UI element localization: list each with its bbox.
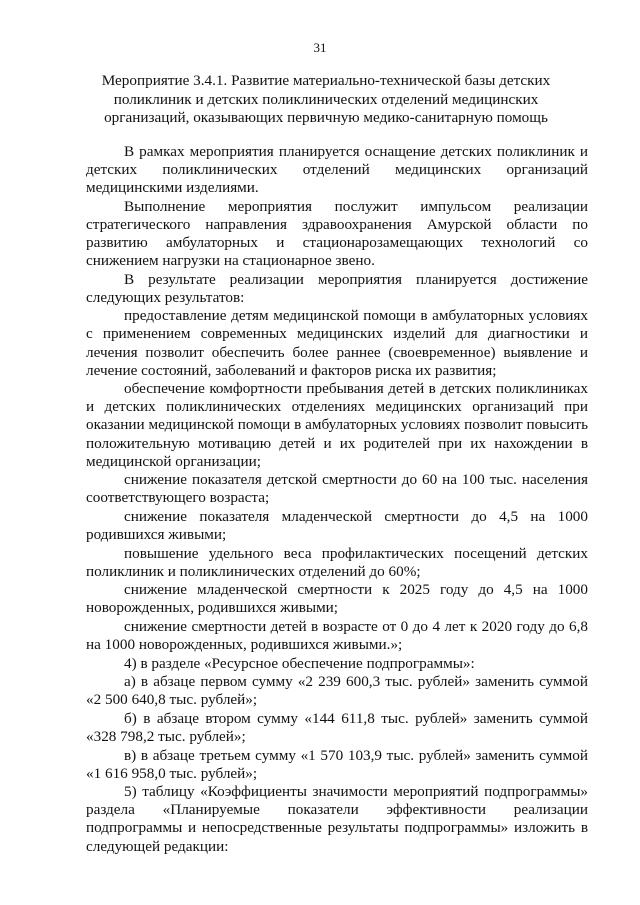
paragraph: 4) в разделе «Ресурсное обеспечение подпрограммы»: <box>124 654 475 672</box>
page-number: 31 <box>313 40 327 55</box>
paragraph: снижение смертности детей в возрасте от 0 до 4 лет к 2020 году до 6,8 на 1000 новорожденных, родившихся живыми.»; <box>86 617 588 654</box>
paragraph: повышение удельного веса профилактических посещений детских поликлиник и поликлинических отделений до 60%; <box>86 544 588 580</box>
paragraph: В результате реализации мероприятия планируется достижение следующих результатов: <box>86 270 588 306</box>
paragraph: снижение младенческой смертности к 2025 году до 4,5 на 1000 новорожденных, родившихся живыми; <box>86 581 588 617</box>
paragraph: Выполнение мероприятия послужит импульсом реализации стратегического направления здравоохранения Амурской области по развитию амбулаторных и стационарозамещающих технологий со снижением нагрузки на стационарное звено. <box>86 197 588 270</box>
paragraph: снижение показателя детской смертности до 60 на 100 тыс. населения соответствующего возраста; <box>86 471 588 507</box>
document-body <box>86 143 588 856</box>
paragraph: обеспечение комфортности пребывания детей в детских поликлиниках и детских поликлинических отделениях медицинских организаций при оказании медицинской помощи в амбулаторных условиях позволит повысить положительную мотивацию детей и их родителей при их нахождении в медицинской организации; <box>86 380 588 470</box>
paragraph: предоставление детям медицинской помощи в амбулаторных условиях с применением современных медицинских изделий для диагностики и лечения позволит обеспечить более раннее (своевременное) выявление и лечение состояний, заболеваний и факторов риска их развития; <box>86 307 588 379</box>
section-heading: Мероприятие 3.4.1. Развитие материально-технической базы детских поликлиник и детских поликлинических отделений медицинских организаций, оказывающих первичную медико-санитарную помощь <box>101 72 551 126</box>
paragraph: в) в абзаце третьем сумму «1 570 103,9 тыс. рублей» заменить суммой «1 616 958,0 тыс. рублей»; <box>86 746 588 782</box>
paragraph: снижение показателя младенческой смертности до 4,5 на 1000 родившихся живыми; <box>86 507 588 543</box>
paragraph: В рамках мероприятия планируется оснащение детских поликлиник и детских поликлинических отделений медицинских организаций медицинскими изделиями. <box>86 143 588 197</box>
paragraph: 5) таблицу «Коэффициенты значимости мероприятий подпрограммы» раздела «Планируемые показатели эффективности реализации подпрограммы и непосредственные результаты подпрограммы» изложить в следующей редакции: <box>86 783 588 855</box>
paragraph: б) в абзаце втором сумму «144 611,8 тыс. рублей» заменить суммой «328 798,2 тыс. рублей»; <box>86 709 588 745</box>
paragraph: а) в абзаце первом сумму «2 239 600,3 тыс. рублей» заменить суммой «2 500 640,8 тыс. рублей»; <box>86 673 588 709</box>
